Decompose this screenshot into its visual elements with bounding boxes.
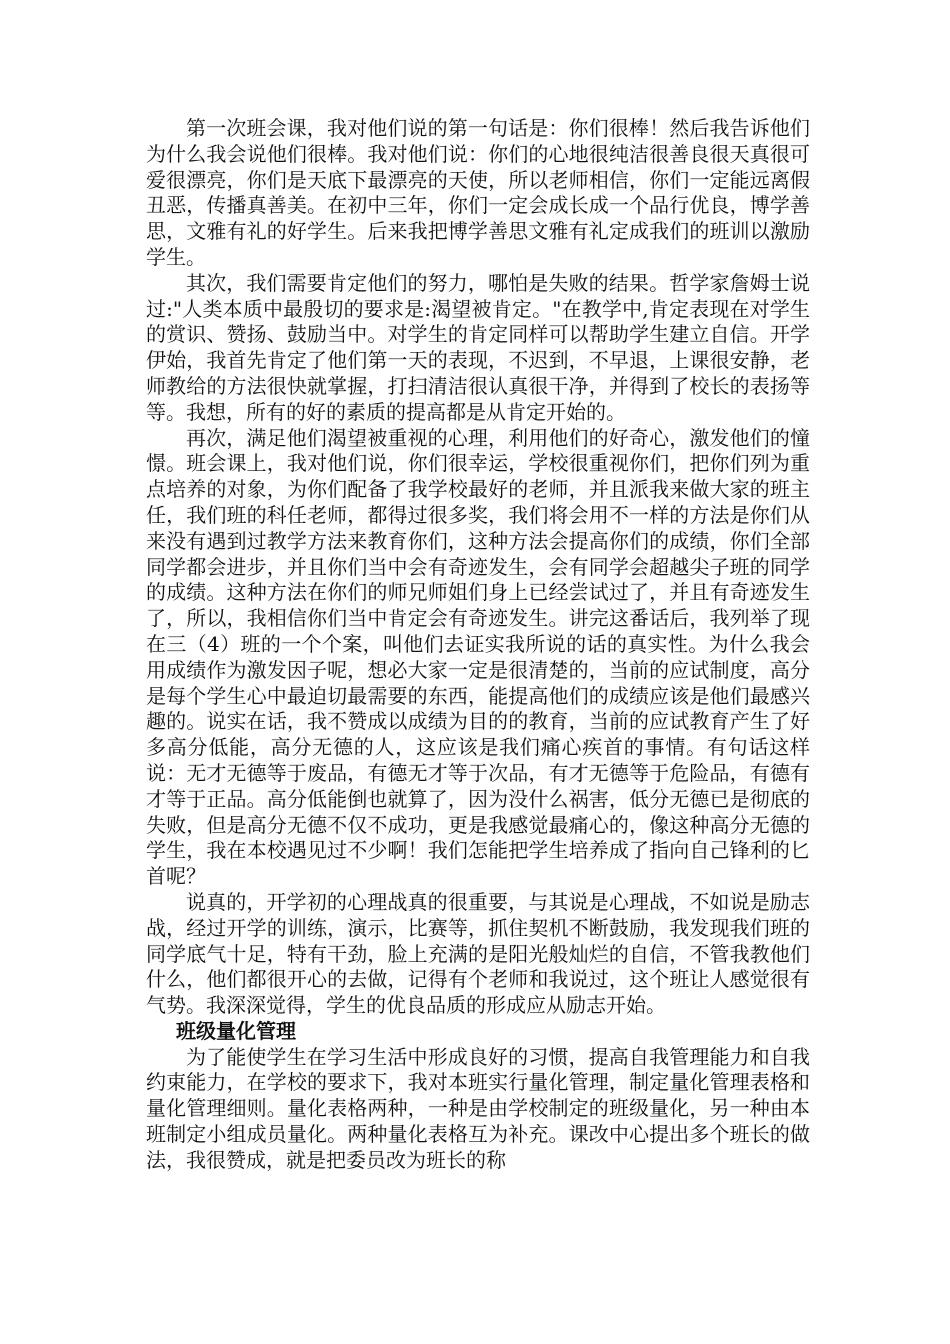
section-heading: 班级量化管理 [176, 1018, 296, 1043]
paragraph-affirm-efforts: 其次，我们需要肯定他们的努力，哪怕是失败的结果。哲学家詹姆士说过:"人类本质中最殷切的要求是:渴望被肯定。"在教学中,肯定表现在对学生的赏识、赞扬、鼓励当中。对学生的肯定同样可以帮助学生建立自信。开学伊始，我首先肯定了他们第一天的表现，不迟到，不早退，上课很安静，老师教给的方法很快就掌握，打扫清洁很认真很干净，并得到了校长的表扬等等。我想，所有的好的素质的提高都是从肯定开始的。 [146, 270, 810, 424]
paragraph-first-class-meeting: 第一次班会课，我对他们说的第一句话是：你们很棒！然后我告诉他们为什么我会说他们很棒。我对他们说：你们的心地很纯洁很善良很天真很可爱很漂亮，你们是天底下最漂亮的天使，所以老师相信，你们一定能远离假丑恶，传播真善美。在初中三年，你们一定会成长成一个品行优良，博学善思，文雅有礼的好学生。后来我把博学善思文雅有礼定成我们的班训以激励学生。 [146, 116, 810, 269]
paragraph-quantified-management: 为了能使学生在学习生活中形成良好的习惯，提高自我管理能力和自我约束能力，在学校的要求下，我对本班实行量化管理，制定量化管理表格和量化管理细则。量化表格两种，一种是由学校制定的班级量化，另一种由本班制定小组成员量化。两种量化表格互为补充。课改中心提出多个班长的做法，我很赞成，就是把委员改为班长的称 [146, 1044, 810, 1172]
document-page [146, 116, 810, 1174]
paragraph-psychological-battle: 说真的，开学初的心理战真的很重要，与其说是心理战，不如说是励志战，经过开学的训练，演示，比赛等，抓住契机不断鼓励，我发现我们班的同学底气十足，特有干劲，脸上充满的是阳光般灿烂的自信，不管我教他们什么，他们都很开心的去做，记得有个老师和我说过，这个班让人感觉很有气势。我深深觉得，学生的优良品质的形成应从励志开始。 [146, 889, 810, 1018]
paragraph-satisfy-curiosity: 再次，满足他们渴望被重视的心理，利用他们的好奇心，激发他们的憧憬。班会课上，我对他们说，你们很幸运，学校很重视你们，把你们列为重点培养的对象，为你们配备了我学校最好的老师，并且派我来做大家的班主任，我们班的科任老师，都得过很多奖，我们将会用不一样的方法是你们从来没有遇到过教学方法来教育你们，这种方法会提高你们的成绩，你们全部同学都会进步，并且你们当中会有奇迹发生，会有同学会超越尖子班的同学的成绩。这种方法在你们的师兄师姐们身上已经尝试过了，并且有奇迹发生了，所以，我相信你们当中肯定会有奇迹发生。讲完这番话后，我列举了现在三（4）班的一个个案，叫他们去证实我所说的话的真实性。为什么我会用成绩作为激发因子呢，想必大家一定是很清楚的，当前的应试制度，高分是每个学生心中最迫切最需要的东西，能提高他们的成绩应该是他们最感兴趣的。说实在话，我不赞成以成绩为目的的教育，当前的应试教育产生了好多高分低能，高分无德的人，这应该是我们痛心疾首的事情。有句话这样说：无才无德等于废品，有德无才等于次品，有才无德等于危险品，有德有才等于正品。高分低能倒也就算了，因为没什么祸害，低分无德已是彻底的失败，但是高分无德不仅不成功，更是我感觉最痛心的，像这种高分无德的学生，我在本校遇见过不少啊！我们怎能把学生培养成了指向自己锋利的匕首呢？ [146, 425, 810, 889]
